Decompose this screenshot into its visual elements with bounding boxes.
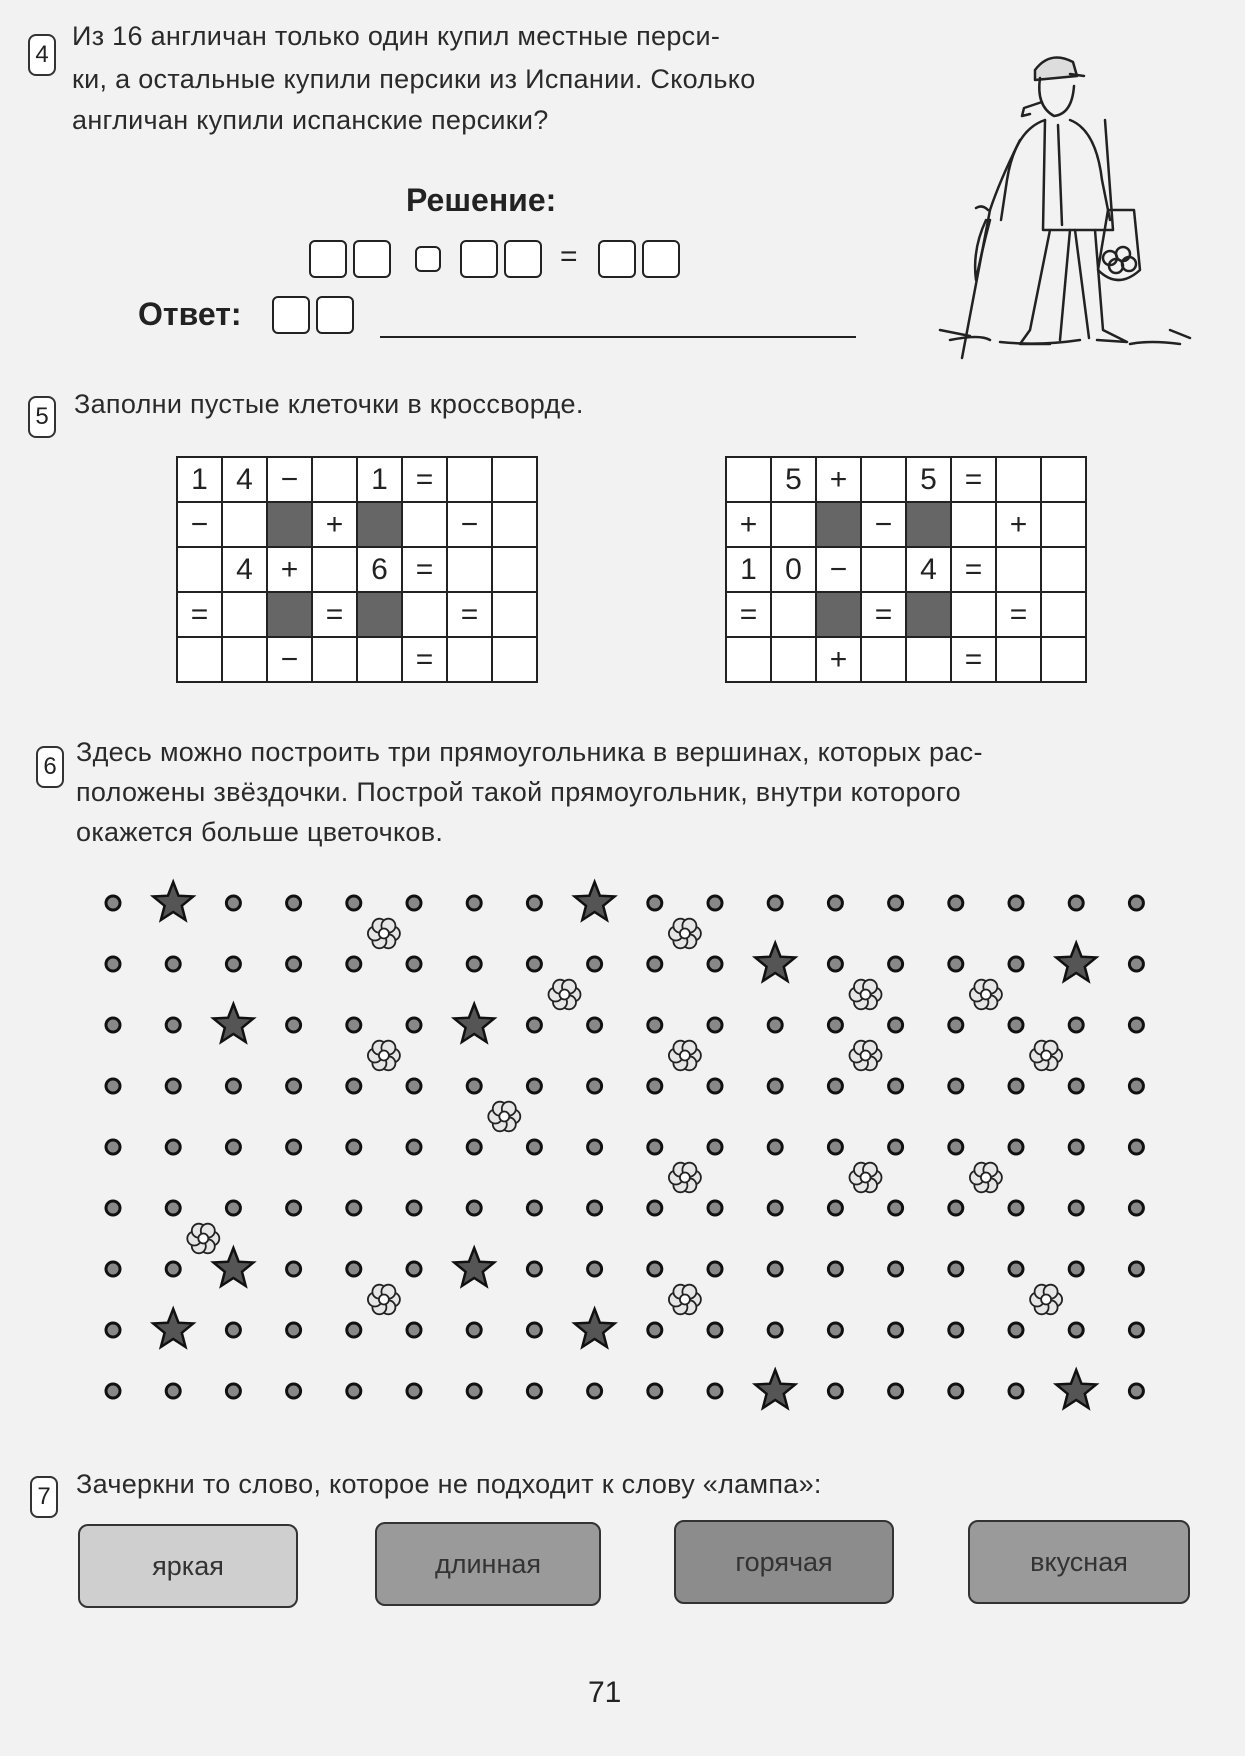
grid-dot[interactable] [1129, 1323, 1143, 1337]
grid-dot[interactable] [889, 1384, 903, 1398]
grid-dot[interactable] [1129, 1201, 1143, 1215]
crossword-left-cell: 4 [222, 547, 267, 592]
crossword-right-cell: + [726, 502, 771, 547]
grid-dot[interactable] [1009, 896, 1023, 910]
star-icon[interactable] [153, 882, 193, 920]
problem-4-line-3: англичан купили испанские персики? [72, 105, 549, 135]
grid-dot[interactable] [828, 1140, 842, 1154]
grid-dot[interactable] [588, 1018, 602, 1032]
grid-dot[interactable] [949, 1079, 963, 1093]
grid-dot[interactable] [527, 1018, 541, 1032]
grid-dot[interactable] [828, 1262, 842, 1276]
grid-dot[interactable] [467, 896, 481, 910]
grid-dot[interactable] [588, 1140, 602, 1154]
star-icon[interactable] [213, 1004, 253, 1042]
grid-dot[interactable] [287, 1323, 301, 1337]
crossword-right-cell: = [861, 592, 906, 637]
grid-dot[interactable] [467, 1201, 481, 1215]
star-icon[interactable] [1056, 943, 1096, 981]
crossword-left-cell: = [447, 592, 492, 637]
grid-dot[interactable] [226, 1323, 240, 1337]
star-icon[interactable] [1056, 1370, 1096, 1408]
grid-dot[interactable] [527, 1323, 541, 1337]
problem-4-line-2: ки, а остальные купили персики из Испании. Сколько [72, 64, 756, 94]
solution-label: Решение: [406, 182, 557, 218]
page-number: 71 [588, 1676, 622, 1709]
flower-icon [368, 1285, 400, 1315]
grid-dot[interactable] [347, 1384, 361, 1398]
problem-number-5: 5 [28, 396, 56, 438]
star-icon[interactable] [454, 1248, 494, 1286]
grid-dot[interactable] [166, 1140, 180, 1154]
flower-icon [669, 1163, 701, 1193]
grid-dot[interactable] [106, 1201, 120, 1215]
grid-dot[interactable] [106, 896, 120, 910]
grid-dot[interactable] [828, 1201, 842, 1215]
grid-dot[interactable] [347, 1262, 361, 1276]
grid-dot[interactable] [1009, 957, 1023, 971]
grid-dot[interactable] [347, 1018, 361, 1032]
crossword-left-cell: + [312, 502, 357, 547]
crossword-left-cell: 6 [357, 547, 402, 592]
grid-dot[interactable] [166, 957, 180, 971]
crossword-left-cell: = [402, 547, 447, 592]
grid-dot[interactable] [889, 1262, 903, 1276]
grid-dot[interactable] [347, 1323, 361, 1337]
grid-dot[interactable] [708, 957, 722, 971]
grid-dot[interactable] [287, 1384, 301, 1398]
grid-dot[interactable] [828, 1079, 842, 1093]
problem-6-line-2: положены звёздочки. Построй такой прямоугольник, внутри которого [76, 777, 961, 807]
grid-dot[interactable] [407, 1018, 421, 1032]
grid-dot[interactable] [949, 1201, 963, 1215]
grid-dot[interactable] [287, 896, 301, 910]
grid-dot[interactable] [347, 1140, 361, 1154]
grid-dot[interactable] [407, 1140, 421, 1154]
grid-dot[interactable] [949, 957, 963, 971]
grid-dot[interactable] [708, 1079, 722, 1093]
grid-dot[interactable] [287, 1079, 301, 1093]
grid-dot[interactable] [166, 1384, 180, 1398]
grid-dot[interactable] [1129, 1140, 1143, 1154]
answer-label: Ответ: [138, 296, 242, 332]
grid-dot[interactable] [949, 1384, 963, 1398]
problem-4-line-1: Из 16 англичан только один купил местные перси- [72, 21, 721, 51]
star-icon[interactable] [454, 1004, 494, 1042]
star-icon[interactable] [575, 1309, 615, 1347]
grid-dot[interactable] [1129, 896, 1143, 910]
problem-number-4: 4 [28, 34, 56, 76]
grid-dot[interactable] [527, 1079, 541, 1093]
grid-dot[interactable] [1009, 1262, 1023, 1276]
flower-icon [850, 1163, 882, 1193]
grid-dot[interactable] [106, 1018, 120, 1032]
crossword-right-cell: = [951, 637, 996, 682]
flower-icon [187, 1224, 219, 1254]
crossword-right-cell: = [951, 547, 996, 592]
flower-icon [1030, 1285, 1062, 1315]
problem-5-text: Заполни пустые клеточки в кроссворде. [74, 389, 584, 419]
grid-dot[interactable] [226, 896, 240, 910]
grid-dot[interactable] [828, 1384, 842, 1398]
grid-dot[interactable] [467, 1140, 481, 1154]
grid-dot[interactable] [407, 957, 421, 971]
grid-dot[interactable] [889, 896, 903, 910]
grid-dot[interactable] [287, 1201, 301, 1215]
grid-dot[interactable] [828, 957, 842, 971]
flower-icon [970, 980, 1002, 1010]
grid-dot[interactable] [347, 957, 361, 971]
star-icon[interactable] [153, 1309, 193, 1347]
grid-dot[interactable] [1009, 1018, 1023, 1032]
flower-icon [368, 919, 400, 949]
flower-icon [669, 1041, 701, 1071]
word-option-dlinnaya[interactable]: длинная [375, 1522, 601, 1606]
grid-dot[interactable] [407, 896, 421, 910]
grid-dot[interactable] [347, 896, 361, 910]
grid-dot[interactable] [588, 1384, 602, 1398]
word-option-yarkaya[interactable]: яркая [78, 1524, 298, 1608]
grid-dot[interactable] [949, 896, 963, 910]
crossword-right-cell: = [726, 592, 771, 637]
grid-dot[interactable] [768, 1201, 782, 1215]
crossword-right-cell: + [816, 637, 861, 682]
crossword-left-cell: + [267, 547, 312, 592]
grid-dot[interactable] [166, 1079, 180, 1093]
grid-dot[interactable] [949, 1323, 963, 1337]
grid-dot[interactable] [889, 957, 903, 971]
grid-dot[interactable] [1069, 896, 1083, 910]
grid-dot[interactable] [708, 1018, 722, 1032]
problem-6-line-1: Здесь можно построить три прямоугольника в вершинах, которых рас- [76, 737, 983, 767]
grid-dot[interactable] [166, 1018, 180, 1032]
grid-dot[interactable] [889, 1079, 903, 1093]
grid-dot[interactable] [1129, 957, 1143, 971]
grid-dot[interactable] [407, 1262, 421, 1276]
crossword-right-cell: + [996, 502, 1041, 547]
grid-dot[interactable] [648, 1201, 662, 1215]
grid-dot[interactable] [1069, 1018, 1083, 1032]
flower-icon [970, 1163, 1002, 1193]
word-option-goryachaya[interactable]: горячая [674, 1520, 894, 1604]
star-icon[interactable] [213, 1248, 253, 1286]
word-option-vkusnaya[interactable]: вкусная [968, 1520, 1190, 1604]
crossword-left-cell: − [447, 502, 492, 547]
grid-dot[interactable] [226, 957, 240, 971]
grid-dot[interactable] [226, 1201, 240, 1215]
grid-dot[interactable] [226, 1140, 240, 1154]
grid-dot[interactable] [1129, 1384, 1143, 1398]
crossword-right-cell: + [816, 457, 861, 502]
crossword-left-cell: = [312, 592, 357, 637]
grid-dot[interactable] [226, 1079, 240, 1093]
grid-dot[interactable] [648, 1140, 662, 1154]
grid-dot[interactable] [407, 1323, 421, 1337]
problem-number-7: 7 [30, 1476, 58, 1518]
crossword-right-cell: = [996, 592, 1041, 637]
crossword-left-cell: − [267, 457, 312, 502]
grid-dot[interactable] [648, 1323, 662, 1337]
crossword-right-cell: − [816, 547, 861, 592]
grid-dot[interactable] [1069, 1140, 1083, 1154]
grid-dot[interactable] [106, 957, 120, 971]
crossword-left-cell: − [267, 637, 312, 682]
grid-dot[interactable] [1069, 1079, 1083, 1093]
grid-dot[interactable] [708, 1384, 722, 1398]
crossword-left-cell: = [402, 457, 447, 502]
grid-dot[interactable] [467, 957, 481, 971]
grid-dot[interactable] [708, 896, 722, 910]
flower-icon [850, 1041, 882, 1071]
equals-sign: = [560, 240, 578, 273]
grid-dot[interactable] [1129, 1079, 1143, 1093]
grid-dot[interactable] [648, 1262, 662, 1276]
crossword-left-cell: = [402, 637, 447, 682]
grid-dot[interactable] [949, 1262, 963, 1276]
grid-dot[interactable] [768, 896, 782, 910]
grid-dot[interactable] [588, 1262, 602, 1276]
grid-dot[interactable] [347, 1079, 361, 1093]
grid-dot[interactable] [467, 1079, 481, 1093]
grid-dot[interactable] [768, 1323, 782, 1337]
grid-dot[interactable] [527, 1201, 541, 1215]
grid-dot[interactable] [889, 1018, 903, 1032]
grid-dot[interactable] [1009, 1201, 1023, 1215]
grid-dot[interactable] [768, 1079, 782, 1093]
grid-dot[interactable] [588, 1201, 602, 1215]
crossword-right-cell: 4 [906, 547, 951, 592]
grid-dot[interactable] [768, 1262, 782, 1276]
grid-dot[interactable] [648, 957, 662, 971]
grid-dot[interactable] [407, 1384, 421, 1398]
grid-dot[interactable] [407, 1079, 421, 1093]
flower-icon [850, 980, 882, 1010]
crossword-right-cell: 1 [726, 547, 771, 592]
star-icon[interactable] [575, 882, 615, 920]
grid-dot[interactable] [648, 896, 662, 910]
grid-dot[interactable] [226, 1384, 240, 1398]
grid-dot[interactable] [407, 1201, 421, 1215]
grid-dot[interactable] [768, 1018, 782, 1032]
grid-dot[interactable] [889, 1140, 903, 1154]
problem-6-line-3: окажется больше цветочков. [76, 817, 444, 847]
grid-dot[interactable] [287, 957, 301, 971]
grid-dot[interactable] [106, 1323, 120, 1337]
grid-dot[interactable] [106, 1262, 120, 1276]
crossword-left-cell: 1 [357, 457, 402, 502]
grid-dot[interactable] [1129, 1262, 1143, 1276]
grid-dot[interactable] [708, 1201, 722, 1215]
grid-dot[interactable] [708, 1323, 722, 1337]
crossword-right-cell: 0 [771, 547, 816, 592]
problem-number-6: 6 [36, 746, 64, 788]
flower-icon [488, 1102, 520, 1132]
grid-dot[interactable] [287, 1140, 301, 1154]
grid-dot[interactable] [527, 1262, 541, 1276]
flower-icon [669, 1285, 701, 1315]
grid-dot[interactable] [1009, 1079, 1023, 1093]
grid-dot[interactable] [708, 1140, 722, 1154]
star-icon[interactable] [755, 943, 795, 981]
grid-dot[interactable] [287, 1018, 301, 1032]
crossword-right-cell: = [951, 457, 996, 502]
grid-dot[interactable] [828, 1018, 842, 1032]
grid-dot[interactable] [588, 957, 602, 971]
crossword-left-cell: 1 [177, 457, 222, 502]
grid-dot[interactable] [889, 1201, 903, 1215]
grid-dot[interactable] [1069, 1262, 1083, 1276]
grid-dot[interactable] [527, 957, 541, 971]
grid-dot[interactable] [287, 1262, 301, 1276]
crossword-right-cell: 5 [771, 457, 816, 502]
grid-dot[interactable] [106, 1384, 120, 1398]
grid-dot[interactable] [648, 1018, 662, 1032]
grid-dot[interactable] [588, 1079, 602, 1093]
crossword-left-cell: = [177, 592, 222, 637]
grid-dot[interactable] [1009, 1384, 1023, 1398]
grid-dot[interactable] [106, 1079, 120, 1093]
grid-dot[interactable] [828, 896, 842, 910]
grid-dot[interactable] [648, 1384, 662, 1398]
grid-dot[interactable] [106, 1140, 120, 1154]
grid-dot[interactable] [527, 1140, 541, 1154]
crossword-left-cell: − [177, 502, 222, 547]
flower-icon [549, 980, 581, 1010]
grid-dot[interactable] [467, 1384, 481, 1398]
grid-dot[interactable] [166, 1262, 180, 1276]
crossword-right-cell: − [861, 502, 906, 547]
grid-dot[interactable] [949, 1018, 963, 1032]
grid-dot[interactable] [1009, 1323, 1023, 1337]
problem-7-text: Зачеркни то слово, которое не подходит к слову «лампа»: [76, 1469, 822, 1499]
grid-dot[interactable] [889, 1323, 903, 1337]
grid-dot[interactable] [467, 1323, 481, 1337]
flower-icon [669, 919, 701, 949]
grid-dot[interactable] [1009, 1140, 1023, 1154]
grid-dot[interactable] [1129, 1018, 1143, 1032]
grid-dot[interactable] [347, 1201, 361, 1215]
grid-dot[interactable] [949, 1140, 963, 1154]
crossword-left-cell: 4 [222, 457, 267, 502]
grid-dot[interactable] [708, 1262, 722, 1276]
grid-dot[interactable] [166, 1201, 180, 1215]
grid-dot[interactable] [648, 1079, 662, 1093]
grid-dot[interactable] [527, 896, 541, 910]
crossword-right-cell: 5 [906, 457, 951, 502]
flower-icon [368, 1041, 400, 1071]
grid-dot[interactable] [828, 1323, 842, 1337]
grid-dot[interactable] [527, 1384, 541, 1398]
grid-dot[interactable] [768, 1140, 782, 1154]
flower-icon [1030, 1041, 1062, 1071]
grid-dot[interactable] [1069, 1323, 1083, 1337]
star-icon[interactable] [755, 1370, 795, 1408]
grid-dot[interactable] [1069, 1201, 1083, 1215]
